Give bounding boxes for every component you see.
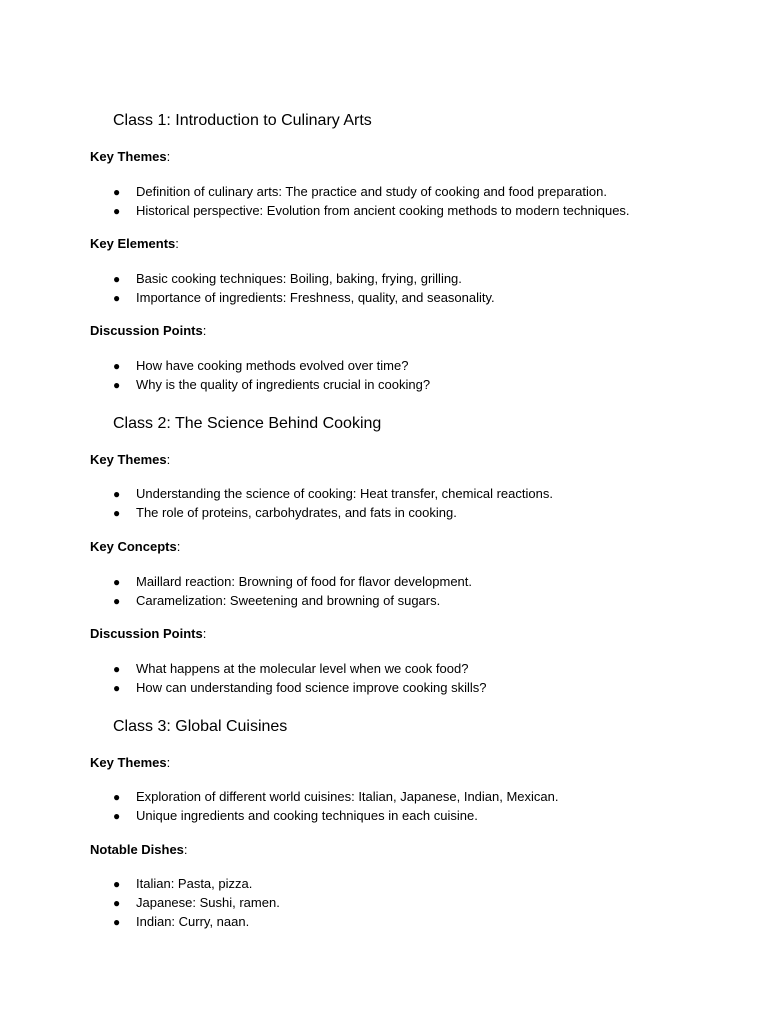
section-heading-label: Discussion Points: [90, 626, 203, 641]
section-heading-label: Key Concepts: [90, 539, 177, 554]
section-heading: Notable Dishes:: [90, 842, 188, 857]
list-item-text: Exploration of different world cuisines: Italian, Japanese, Indian, Mexican.: [136, 789, 559, 804]
section-heading: Key Concepts:: [90, 539, 181, 554]
section-heading-label: Key Themes: [90, 452, 167, 467]
list-item-text: How can understanding food science improve cooking skills?: [136, 680, 487, 695]
bullet-icon: ●: [113, 487, 121, 501]
bullet-icon: ●: [113, 877, 121, 891]
list-item-text: Caramelization: Sweetening and browning of sugars.: [136, 593, 441, 608]
section-heading: Key Themes:: [90, 149, 171, 164]
section-heading: Discussion Points:: [90, 323, 207, 338]
list-item-text: Importance of ingredients: Freshness, quality, and seasonality.: [136, 290, 495, 305]
section-heading: Key Themes:: [90, 755, 171, 770]
bullet-icon: ●: [113, 185, 121, 199]
bullet-icon: ●: [113, 594, 121, 608]
bullet-icon: ●: [113, 204, 121, 218]
list-item-text: Italian: Pasta, pizza.: [136, 876, 253, 891]
class-title: Class 2: The Science Behind Cooking: [113, 415, 382, 432]
bullet-icon: ●: [113, 896, 121, 910]
list-item-text: What happens at the molecular level when we cook food?: [136, 661, 469, 676]
section-heading: Discussion Points:: [90, 626, 207, 641]
list-item-text: The role of proteins, carbohydrates, and fats in cooking.: [136, 505, 457, 520]
bullet-icon: ●: [113, 378, 121, 392]
list-item-text: How have cooking methods evolved over time?: [136, 358, 409, 373]
list-item-text: Understanding the science of cooking: Heat transfer, chemical reactions.: [136, 486, 553, 501]
list-item-text: Unique ingredients and cooking techniques in each cuisine.: [136, 808, 478, 823]
bullet-icon: ●: [113, 506, 121, 520]
list-item-text: Why is the quality of ingredients crucial in cooking?: [136, 377, 431, 392]
list-item-text: Maillard reaction: Browning of food for flavor development.: [136, 574, 473, 589]
list-item-text: Japanese: Sushi, ramen.: [136, 895, 280, 910]
list-item-text: Definition of culinary arts: The practice and study of cooking and food preparation.: [136, 184, 607, 199]
section-heading: Key Themes:: [90, 452, 171, 467]
bullet-icon: ●: [113, 291, 121, 305]
class-title: Class 1: Introduction to Culinary Arts: [113, 112, 372, 129]
section-heading-label: Notable Dishes: [90, 842, 184, 857]
list-item-text: Indian: Curry, naan.: [136, 914, 250, 929]
bullet-icon: ●: [113, 272, 121, 286]
section-heading-label: Discussion Points: [90, 323, 203, 338]
bullet-icon: ●: [113, 575, 121, 589]
bullet-icon: ●: [113, 809, 121, 823]
section-heading-label: Key Elements: [90, 236, 176, 251]
section-heading: Key Elements:: [90, 236, 179, 251]
list-item-text: Basic cooking techniques: Boiling, baking, frying, grilling.: [136, 271, 462, 286]
bullet-icon: ●: [113, 662, 121, 676]
bullet-icon: ●: [113, 681, 121, 695]
list-item-text: Historical perspective: Evolution from ancient cooking methods to modern techniques.: [136, 203, 630, 218]
bullet-icon: ●: [113, 790, 121, 804]
bullet-icon: ●: [113, 915, 121, 929]
section-heading-label: Key Themes: [90, 755, 167, 770]
bullet-icon: ●: [113, 359, 121, 373]
class-title: Class 3: Global Cuisines: [113, 718, 288, 735]
section-heading-label: Key Themes: [90, 149, 167, 164]
